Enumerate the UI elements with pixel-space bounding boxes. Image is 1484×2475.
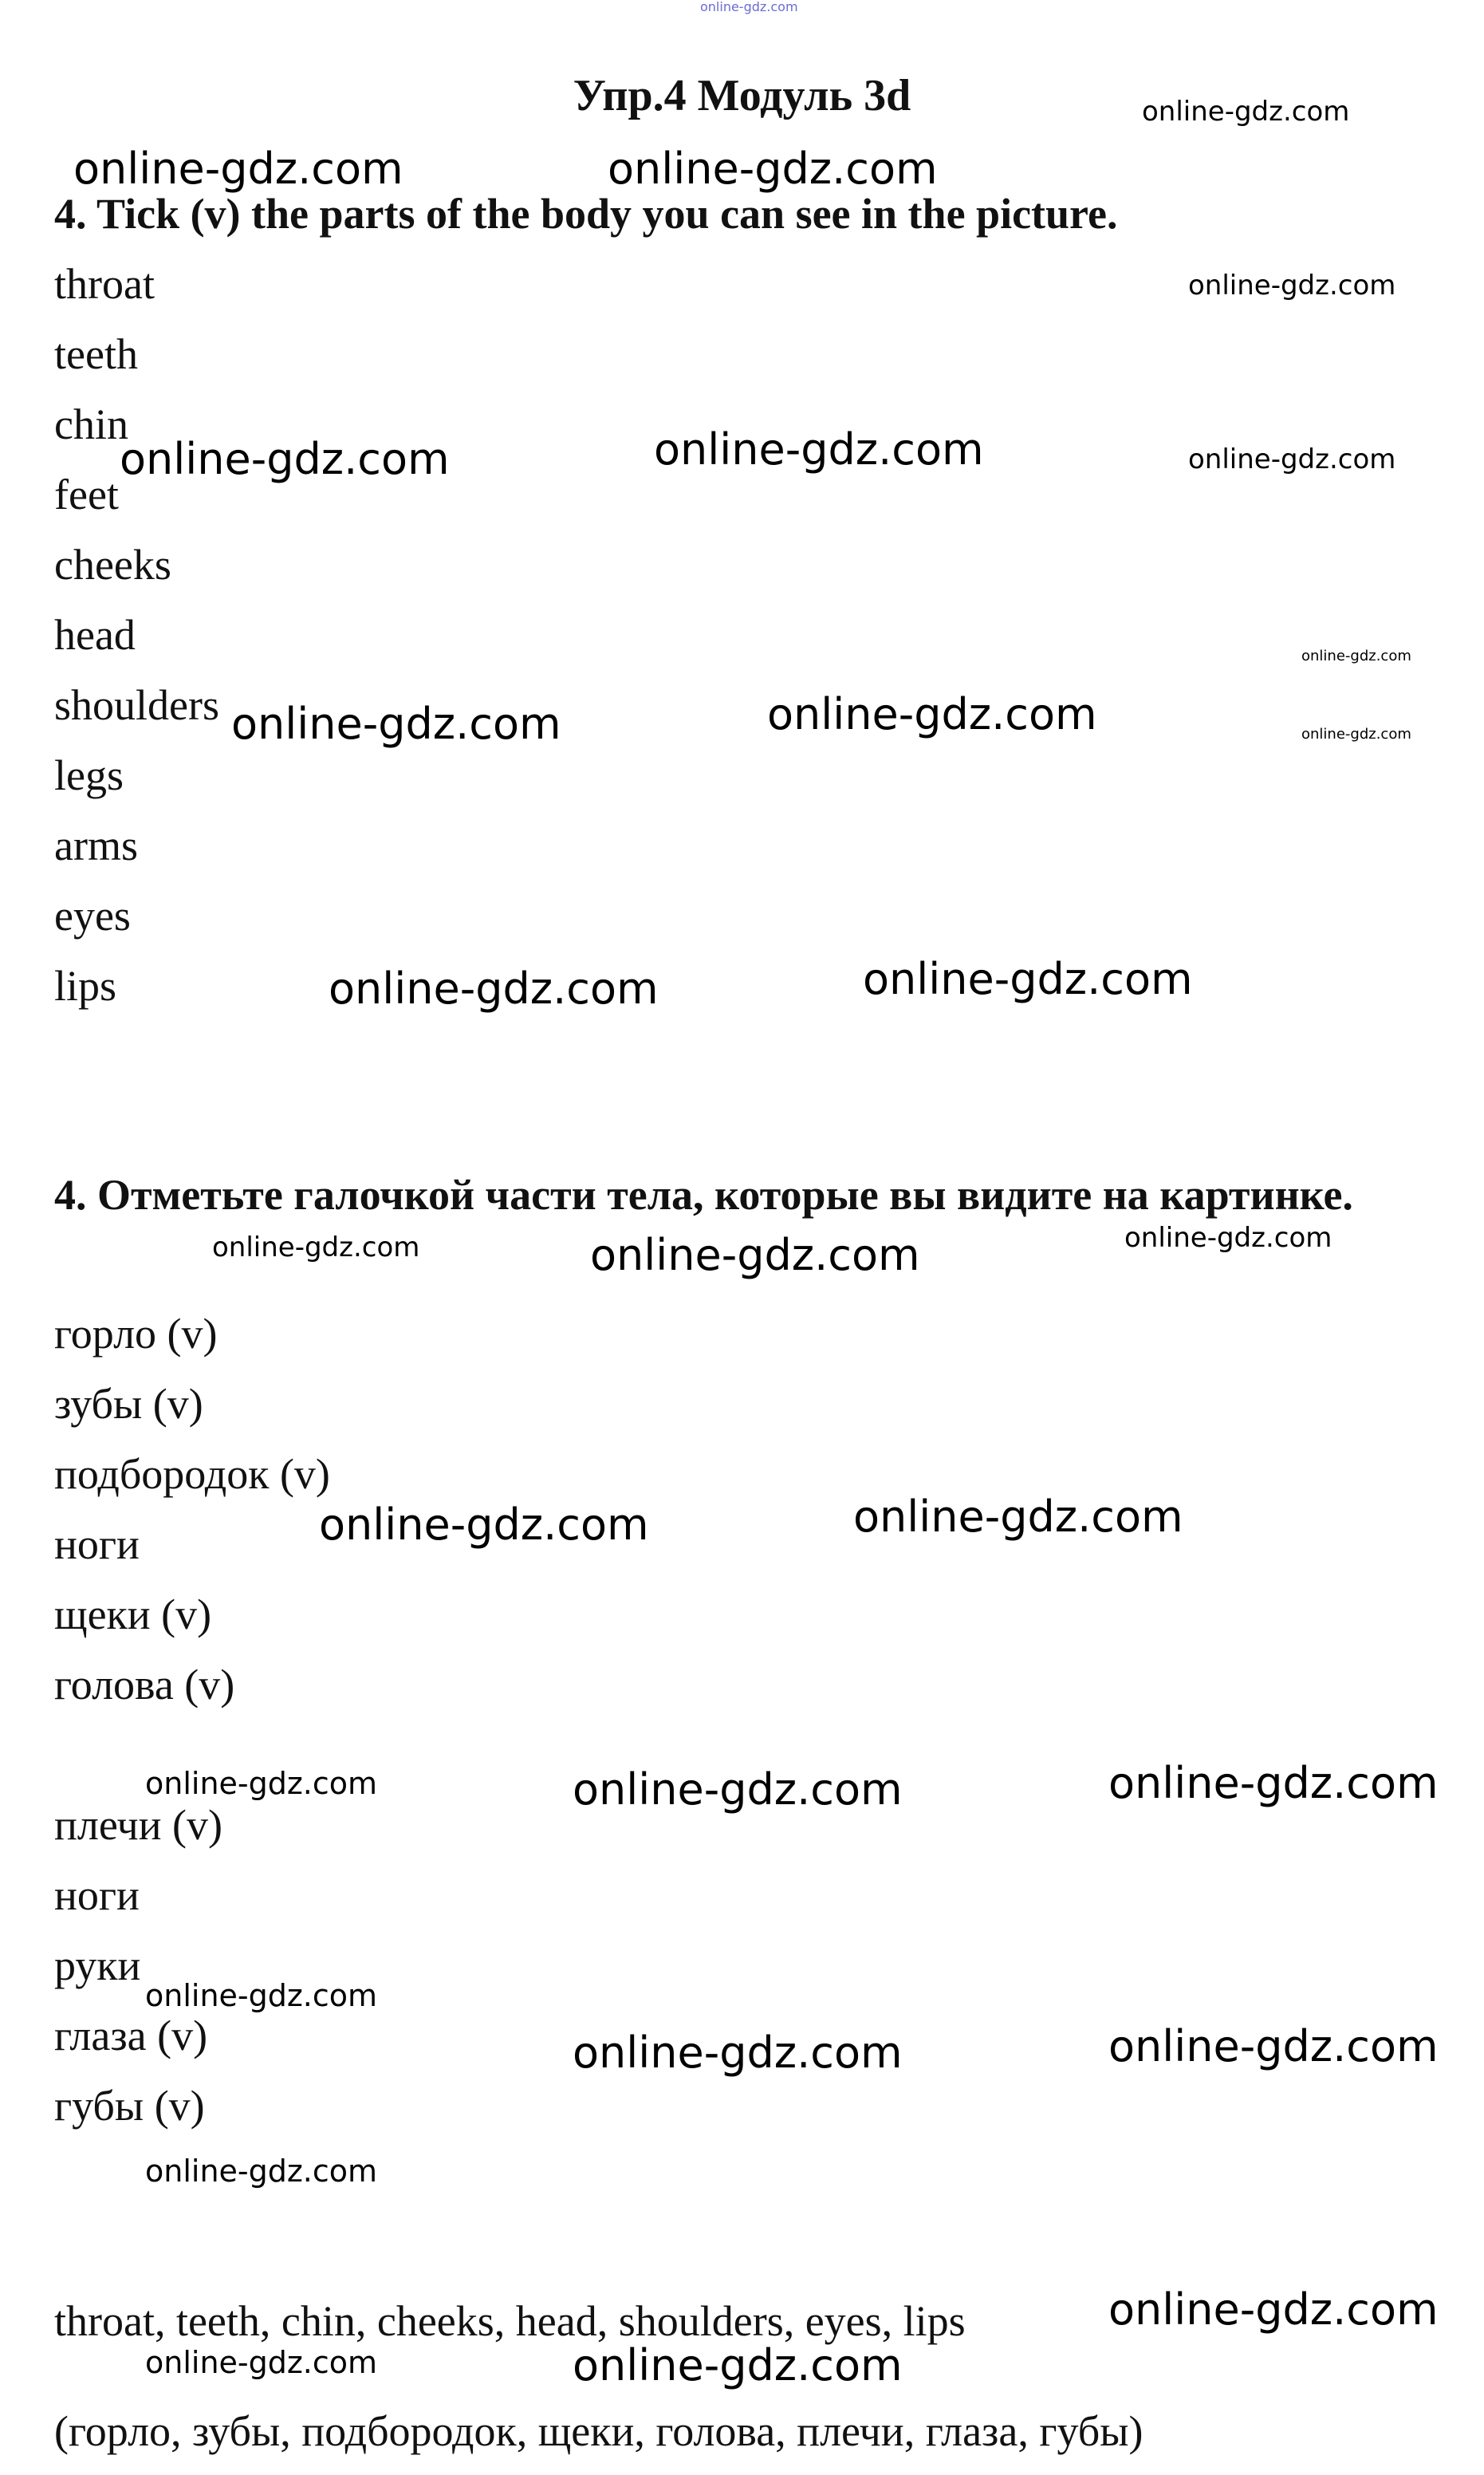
answer-english: throat, teeth, chin, cheeks, head, shoulders, eyes, lips <box>54 2297 966 2345</box>
russian-item: голова (v) <box>54 1661 235 1708</box>
watermark: online-gdz.com <box>1301 726 1411 743</box>
russian-item: плечи (v) <box>54 1801 222 1849</box>
russian-item: зубы (v) <box>54 1380 203 1428</box>
watermark: online-gdz.com <box>863 954 1193 1004</box>
watermark: online-gdz.com <box>145 1766 378 1801</box>
russian-item: руки <box>54 1941 141 1989</box>
english-item: shoulders <box>54 681 219 729</box>
russian-item: глаза (v) <box>54 2012 208 2059</box>
russian-item: губы (v) <box>54 2082 205 2130</box>
english-item: eyes <box>54 892 131 940</box>
watermark: online-gdz.com <box>1108 2284 1439 2335</box>
russian-item: подбородок (v) <box>54 1450 330 1498</box>
page-title: Упр.4 Модуль 3d <box>573 71 911 120</box>
english-item: head <box>54 611 136 659</box>
english-item: chin <box>54 400 128 448</box>
watermark: online-gdz.com <box>145 1978 378 2013</box>
watermark: online-gdz.com <box>608 144 938 194</box>
watermark: online-gdz.com <box>212 1232 420 1263</box>
watermark: online-gdz.com <box>1301 648 1411 664</box>
english-item: arms <box>54 822 138 869</box>
watermark: online-gdz.com <box>1142 96 1350 128</box>
watermark: online-gdz.com <box>1108 2021 1439 2071</box>
watermark: online-gdz.com <box>853 1492 1183 1542</box>
watermark: online-gdz.com <box>1188 270 1396 301</box>
watermark: online-gdz.com <box>573 2340 903 2390</box>
watermark: online-gdz.com <box>120 434 450 484</box>
watermark: online-gdz.com <box>654 424 984 475</box>
russian-item: горло (v) <box>54 1310 218 1358</box>
russian-item: ноги <box>54 1871 140 1919</box>
watermark: online-gdz.com <box>1108 1758 1439 1808</box>
english-item: legs <box>54 751 124 799</box>
russian-item: щеки (v) <box>54 1590 212 1638</box>
watermark: online-gdz.com <box>145 2154 378 2189</box>
english-item: cheeks <box>54 541 171 589</box>
english-item: throat <box>54 260 155 308</box>
english-item: teeth <box>54 330 138 378</box>
russian-heading: 4. Отметьте галочкой части тела, которые вы видите на картинке. <box>54 1171 1353 1219</box>
watermark: online-gdz.com <box>767 689 1097 739</box>
watermark: online-gdz.com <box>329 964 659 1014</box>
watermark: online-gdz.com <box>73 144 403 194</box>
english-heading: 4. Tick (v) the parts of the body you can see in the picture. <box>54 190 1118 238</box>
watermark: online-gdz.com <box>1124 1222 1332 1254</box>
watermark: online-gdz.com <box>590 1230 920 1280</box>
watermark: online-gdz.com <box>319 1500 649 1550</box>
watermark: online-gdz.com <box>231 699 561 749</box>
answer-russian: (горло, зубы, подбородок, щеки, голова, плечи, глаза, губы) <box>54 2407 1144 2455</box>
watermark: online-gdz.com <box>573 1764 903 1815</box>
watermark: online-gdz.com <box>1188 443 1396 475</box>
watermark: online-gdz.com <box>145 2345 378 2380</box>
watermark: online-gdz.com <box>573 2028 903 2078</box>
english-item: feet <box>54 471 119 518</box>
english-item: lips <box>54 962 117 1010</box>
top-watermark: online-gdz.com <box>700 0 798 14</box>
russian-item: ноги <box>54 1520 140 1568</box>
